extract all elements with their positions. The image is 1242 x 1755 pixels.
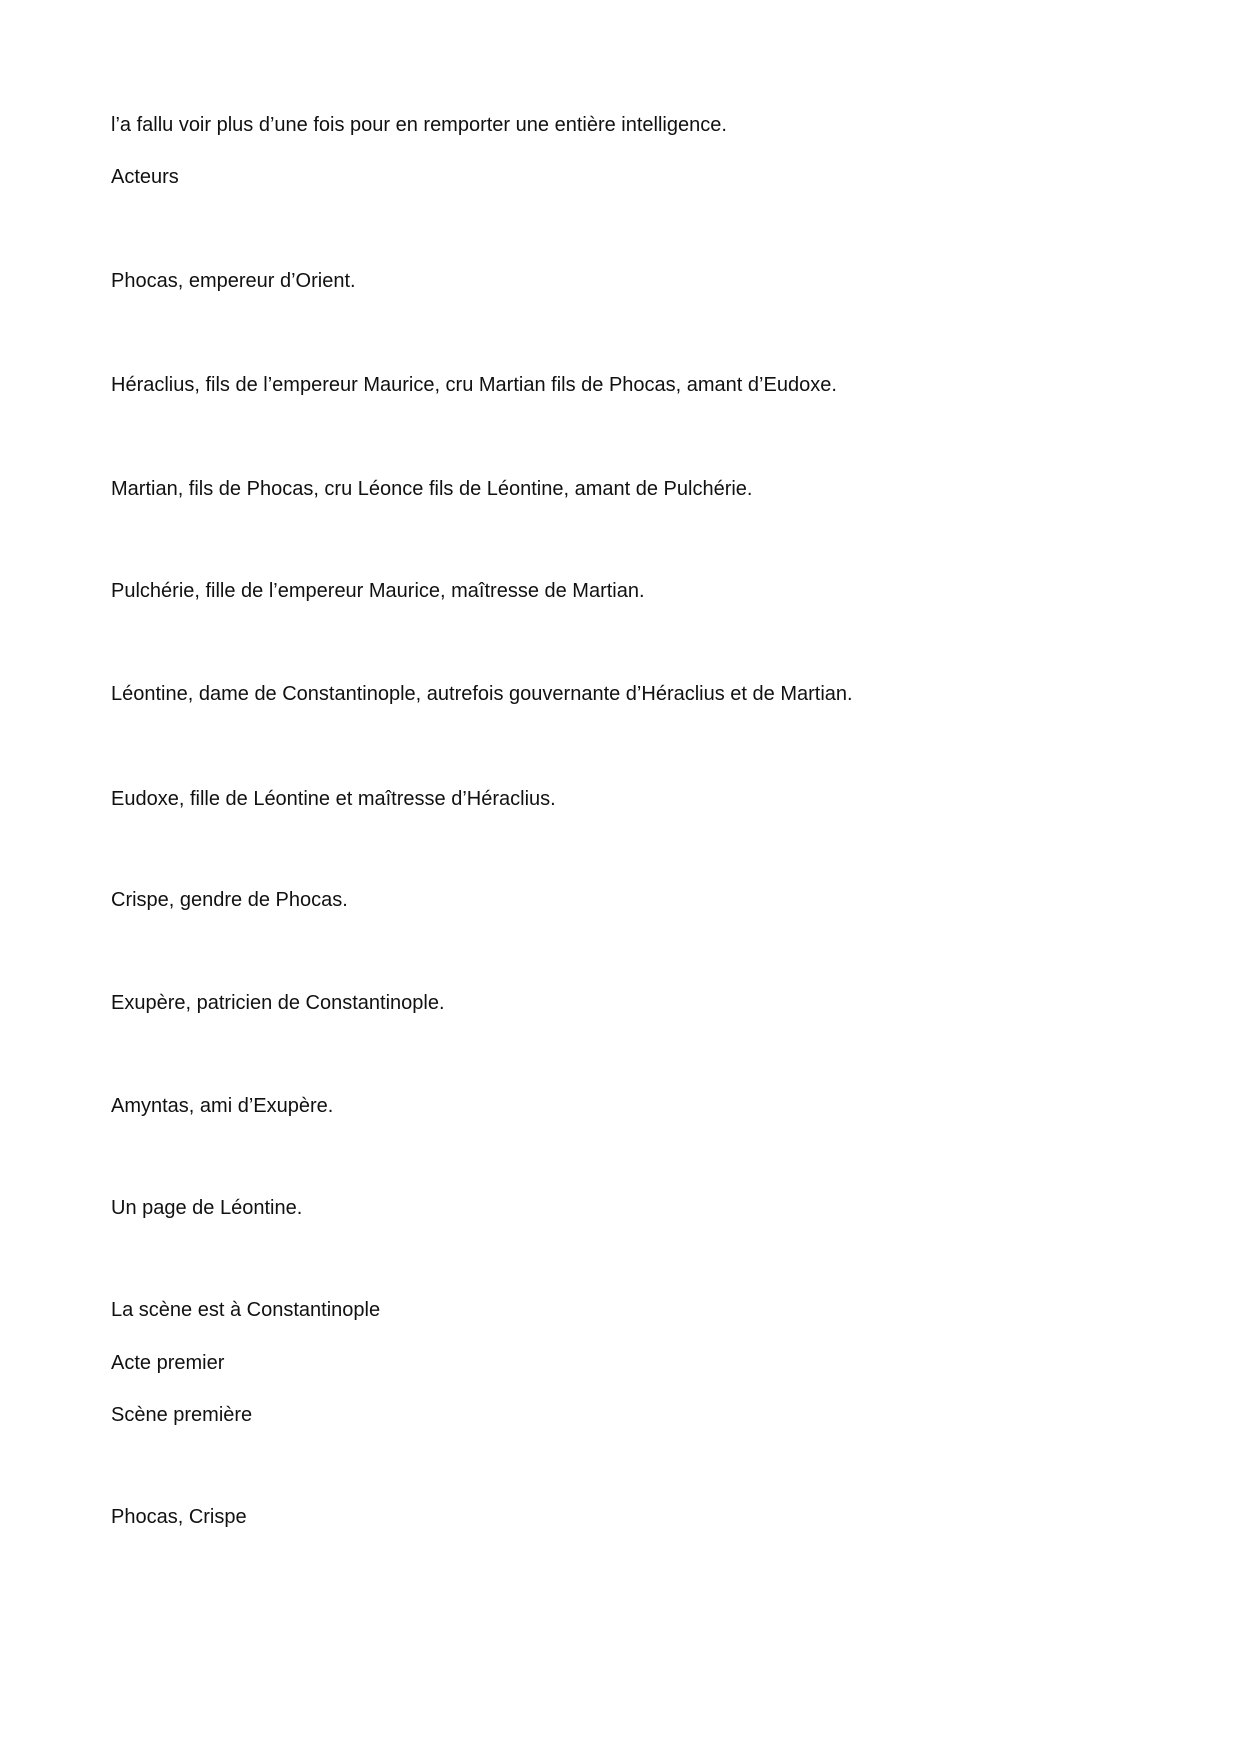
scene-characters: Phocas, Crispe (111, 1506, 247, 1528)
character-entry: Un page de Léontine. (111, 1197, 303, 1219)
character-entry: Héraclius, fils de l’empereur Maurice, cru Martian fils de Phocas, amant d’Eudoxe. (111, 374, 837, 396)
setting-line: La scène est à Constantinople (111, 1299, 381, 1321)
act-title: Acte premier (111, 1352, 225, 1374)
intro-line: l’a fallu voir plus d’une fois pour en remporter une entière intelligence. (111, 114, 727, 136)
character-entry: Eudoxe, fille de Léontine et maîtresse d’Héraclius. (111, 788, 556, 810)
character-entry: Léontine, dame de Constantinople, autrefois gouvernante d’Héraclius et de Martian. (111, 683, 853, 705)
character-entry: Amyntas, ami d’Exupère. (111, 1095, 334, 1117)
character-entry: Martian, fils de Phocas, cru Léonce fils de Léontine, amant de Pulchérie. (111, 478, 753, 500)
actors-heading: Acteurs (111, 166, 179, 188)
character-entry: Exupère, patricien de Constantinople. (111, 992, 445, 1014)
character-entry: Crispe, gendre de Phocas. (111, 889, 348, 911)
character-entry: Phocas, empereur d’Orient. (111, 270, 356, 292)
scene-title: Scène première (111, 1404, 253, 1426)
character-entry: Pulchérie, fille de l’empereur Maurice, maîtresse de Martian. (111, 580, 645, 602)
